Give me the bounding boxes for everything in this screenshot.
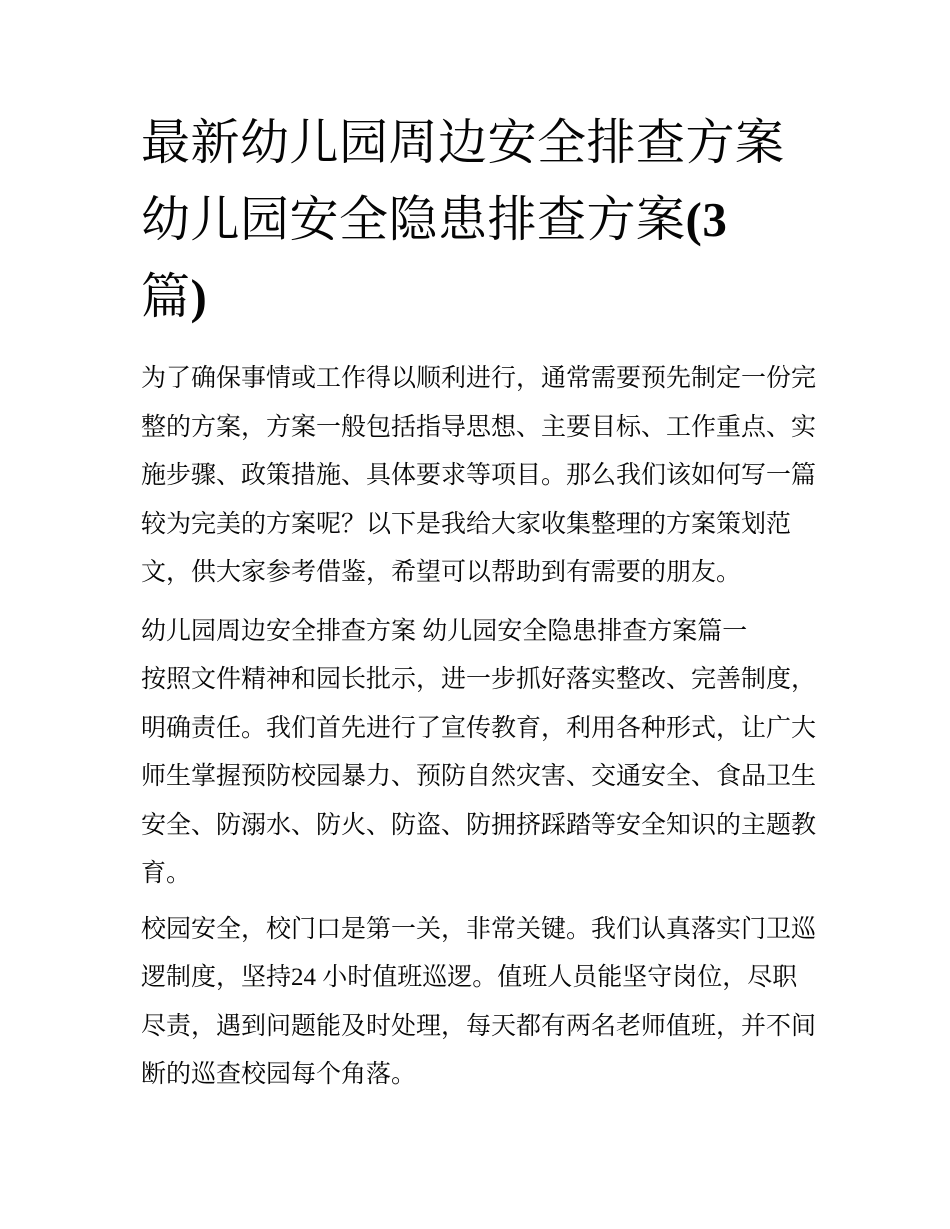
document-body	[141, 355, 920, 1100]
paragraph-intro	[141, 355, 920, 598]
paragraph-safety-education	[141, 656, 920, 899]
title-line-2-bold: (3	[685, 192, 728, 247]
text-line: 整的方案，方案一般包括指导思想、主要目标、工作重点、实	[141, 413, 817, 441]
title-line-3	[141, 258, 920, 335]
text-line: 安全、防溺水、防火、防盗、防拥挤踩踏等安全知识的主题教	[141, 811, 817, 839]
title-line-2-text: 幼儿园安全隐患排查方案	[141, 192, 686, 247]
title-line-3-bold: )	[190, 269, 208, 324]
text-line: 明确责任。我们首先进行了宣传教育，利用各种形式，让广大	[141, 714, 817, 742]
section-heading-part1	[141, 608, 920, 657]
paragraph-gate-patrol	[141, 906, 920, 1100]
text-line: 师生掌握预防校园暴力、预防自然灾害、交通安全、食品卫生	[141, 763, 817, 790]
text-line: 断的巡查校园每个角落。	[141, 1061, 417, 1088]
text-line: 按照文件精神和园长批示，进一步抓好落实整改、完善制度，	[141, 666, 817, 693]
document-title	[141, 104, 920, 335]
text-line: 施步骤、政策措施、具体要求等项目。那么我们该如何写一篇	[141, 462, 817, 489]
text-line: 文，供大家参考借鉴，希望可以帮助到有需要的朋友。	[141, 559, 742, 586]
text-line: 较为完美的方案呢？以下是我给大家收集整理的方案策划范	[141, 510, 792, 538]
title-line-3-text: 篇	[141, 269, 191, 324]
text-line: 尽责，遇到问题能及时处理，每天都有两名老师值班，并不间	[141, 1012, 817, 1040]
section-heading-line: 幼儿园周边安全排查方案 幼儿园安全隐患排查方案篇一	[141, 617, 748, 645]
text-line: 逻制度，坚持24 小时值班巡逻。值班人员能坚守岗位，尽职	[141, 964, 798, 991]
text-line: 为了确保事情或工作得以顺利进行，通常需要预先制定一份完	[141, 365, 817, 392]
text-line: 育。	[141, 860, 192, 887]
title-line-1-text: 最新幼儿园周边安全排查方案	[141, 115, 785, 170]
title-line-1	[141, 104, 920, 181]
text-line: 校园安全，校门口是第一关，非常关键。我们认真落实门卫巡	[141, 915, 817, 943]
title-line-2	[141, 181, 920, 258]
